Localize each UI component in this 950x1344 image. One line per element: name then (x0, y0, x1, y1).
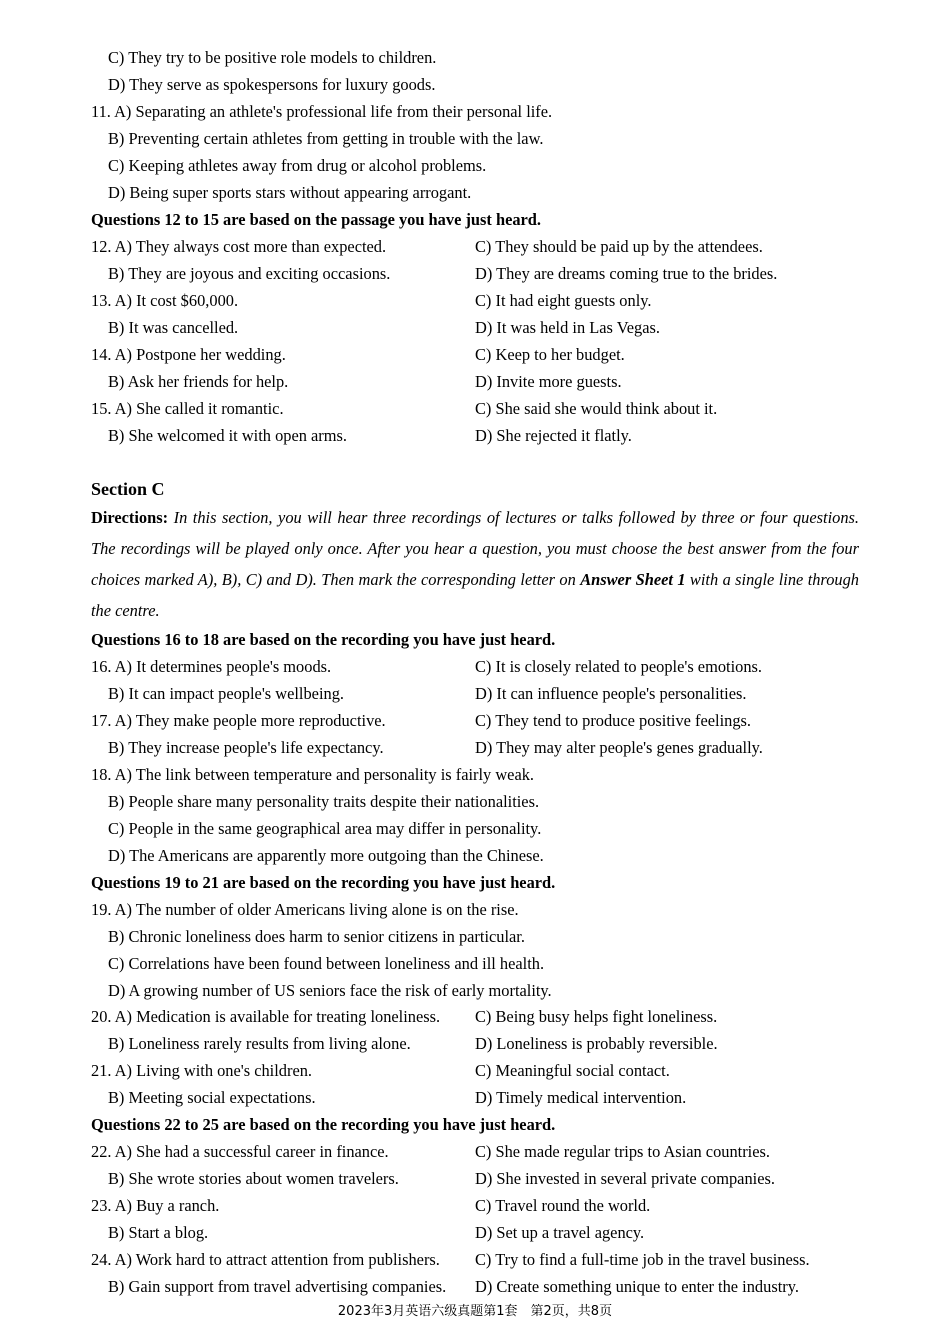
answer-option-line: B) Preventing certain athletes from getting in trouble with the law. (108, 129, 544, 148)
answer-option-line: C) They tend to produce positive feelings. (475, 711, 751, 730)
answer-option-line: C) It is closely related to people's emotions. (475, 657, 762, 676)
answer-option-line: B) Ask her friends for help. (108, 372, 289, 391)
answer-option-line: C) She made regular trips to Asian countries. (475, 1142, 770, 1161)
answer-option-line: D) Create something unique to enter the industry. (475, 1277, 799, 1296)
answer-option-line: C) Correlations have been found between loneliness and ill health. (108, 954, 545, 973)
paragraph-directions (91, 502, 859, 626)
answer-option-line: D) She rejected it flatly. (475, 426, 632, 445)
directions-label: Directions: (91, 508, 169, 527)
answer-option-line: B) They are joyous and exciting occasions. (108, 264, 391, 283)
answer-option-line: D) A growing number of US seniors face the risk of early mortality. (108, 981, 552, 1000)
answer-option-line: B) They increase people's life expectancy. (108, 738, 384, 757)
answer-option-line: C) Meaningful social contact. (475, 1061, 670, 1080)
answer-option-line: 17. A) They make people more reproductive. (91, 711, 386, 730)
answer-option-line: 15. A) She called it romantic. (91, 399, 284, 418)
answer-option-line: B) It can impact people's wellbeing. (108, 684, 344, 703)
directions-text-2: with a single line through the centre. (91, 570, 859, 620)
answer-option-line: 23. A) Buy a ranch. (91, 1196, 220, 1215)
answer-option-line: C) Being busy helps fight loneliness. (475, 1007, 718, 1026)
answer-option-line: B) Loneliness rarely results from living alone. (108, 1034, 411, 1053)
answer-option-line: C) Travel round the world. (475, 1196, 651, 1215)
answer-option-line: B) People share many personality traits despite their nationalities. (108, 792, 540, 811)
directions-text-1: In this section, you will hear three recordings of lectures or talks followed by three or four questions. The recordings will be played only once. After you hear a question, you must choose the best answer from the four choices marked A), B), C) and D). Then mark the corresponding letter on (91, 508, 859, 589)
answer-option-line: 12. A) They always cost more than expected. (91, 237, 387, 256)
answer-option-line: C) Keep to her budget. (475, 345, 625, 364)
answer-option-line: C) People in the same geographical area may differ in personality. (108, 819, 542, 838)
answer-option-line: D) Invite more guests. (475, 372, 622, 391)
answer-option-line: C) She said she would think about it. (475, 399, 718, 418)
answer-option-line: 14. A) Postpone her wedding. (91, 345, 286, 364)
answer-option-line: 22. A) She had a successful career in finance. (91, 1142, 389, 1161)
answer-option-line: D) The Americans are apparently more outgoing than the Chinese. (108, 846, 544, 865)
question-group-heading: Questions 19 to 21 are based on the recording you have just heard. (91, 873, 556, 892)
answer-option-line: B) Meeting social expectations. (108, 1088, 316, 1107)
answer-option-line: C) They should be paid up by the attendees. (475, 237, 763, 256)
answer-option-line: 11. A) Separating an athlete's professional life from their personal life. (91, 102, 553, 121)
question-group-heading: Questions 16 to 18 are based on the recording you have just heard. (91, 630, 556, 649)
answer-option-line: 21. A) Living with one's children. (91, 1061, 313, 1080)
answer-option-line: D) Timely medical intervention. (475, 1088, 687, 1107)
answer-option-line: D) Loneliness is probably reversible. (475, 1034, 718, 1053)
answer-option-line: 16. A) It determines people's moods. (91, 657, 332, 676)
answer-option-line: D) It can influence people's personalities. (475, 684, 747, 703)
answer-option-line: B) She wrote stories about women travelers. (108, 1169, 399, 1188)
answer-option-line: D) They serve as spokespersons for luxury goods. (108, 75, 436, 94)
answer-option-line: 20. A) Medication is available for treating loneliness. (91, 1007, 441, 1026)
answer-option-line: D) It was held in Las Vegas. (475, 318, 660, 337)
answer-option-line: B) Chronic loneliness does harm to senior citizens in particular. (108, 927, 525, 946)
question-group-heading: Questions 22 to 25 are based on the recording you have just heard. (91, 1115, 556, 1134)
answer-option-line: B) Gain support from travel advertising companies. (108, 1277, 447, 1296)
question-group-heading: Questions 12 to 15 are based on the passage you have just heard. (91, 210, 542, 229)
answer-option-line: 13. A) It cost $60,000. (91, 291, 239, 310)
answer-option-line: D) They are dreams coming true to the brides. (475, 264, 778, 283)
answer-option-line: C) Try to find a full-time job in the travel business. (475, 1250, 810, 1269)
answer-option-line: D) Set up a travel agency. (475, 1223, 645, 1242)
section-heading: Section C (91, 479, 165, 499)
answer-option-line: B) It was cancelled. (108, 318, 239, 337)
answer-option-line: 24. A) Work hard to attract attention from publishers. (91, 1250, 440, 1269)
answer-option-line: 19. A) The number of older Americans living alone is on the rise. (91, 900, 519, 919)
answer-option-line: B) Start a blog. (108, 1223, 209, 1242)
answer-option-line: C) They try to be positive role models to children. (108, 48, 437, 67)
answer-option-line: C) It had eight guests only. (475, 291, 652, 310)
answer-option-line: D) They may alter people's genes gradually. (475, 738, 763, 757)
page-footer: 2023年3月英语六级真题第1套 第2页，共8页 (337, 1304, 613, 1319)
answer-option-line: D) She invested in several private companies. (475, 1169, 775, 1188)
answer-option-line: D) Being super sports stars without appearing arrogant. (108, 183, 472, 202)
answer-sheet-ref: Answer Sheet 1 (580, 570, 686, 589)
answer-option-line: B) She welcomed it with open arms. (108, 426, 347, 445)
answer-option-line: C) Keeping athletes away from drug or alcohol problems. (108, 156, 487, 175)
answer-option-line: 18. A) The link between temperature and personality is fairly weak. (91, 765, 535, 784)
